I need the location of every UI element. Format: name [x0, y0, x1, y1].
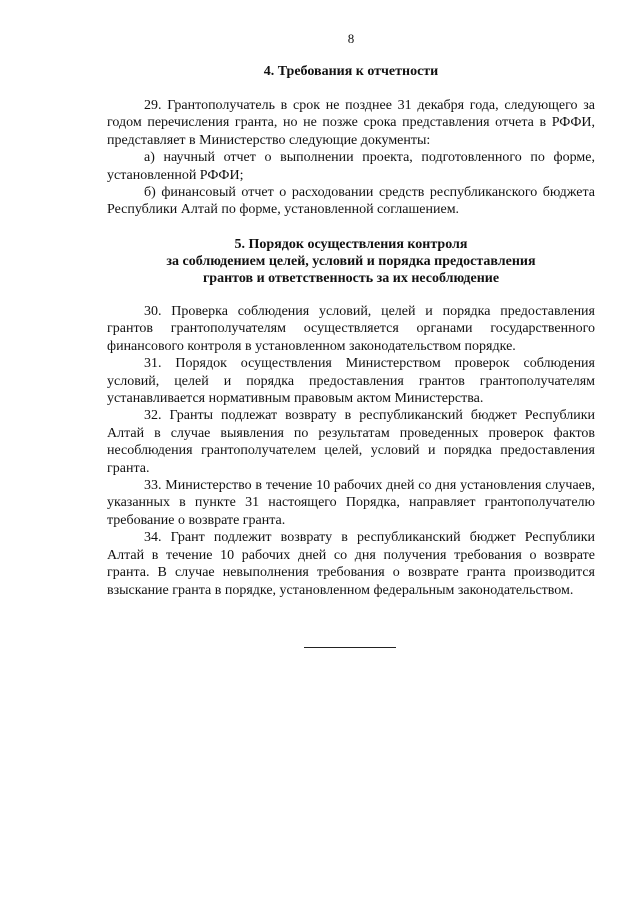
- paragraph-33: 33. Министерство в течение 10 рабочих дней со дня установления случаев, указанных в пункте 31 настоящего Порядка, направляет грантополучателю требование о возврате гранта.: [107, 478, 595, 528]
- section-5-title-line-1: 5. Порядок осуществления контроля: [234, 237, 468, 252]
- end-separator-line: [304, 647, 396, 648]
- paragraph-29-b: б) финансовый отчет о расходовании средств республиканского бюджета Республики Алтай по форме, установленной соглашением.: [107, 185, 595, 218]
- section-4-body: [107, 97, 595, 219]
- paragraph-30: 30. Проверка соблюдения условий, целей и порядка предоставления грантов грантополучателям осуществляется органами государственного финансового контроля в установленном законодательством порядке.: [107, 304, 595, 354]
- section-5-heading: [107, 236, 595, 287]
- section-4-title: 4. Требования к отчетности: [263, 64, 439, 79]
- section-5-body: [107, 303, 595, 599]
- section-4-heading: [107, 63, 595, 80]
- paragraph-32: 32. Гранты подлежат возврату в республиканский бюджет Республики Алтай в случае выявления по результатам проведенных проверок фактов несоблюдения грантополучателем целей, условий и порядка предоставления гранта.: [107, 408, 595, 476]
- paragraph-34: 34. Грант подлежит возврату в республиканский бюджет Республики Алтай в течение 10 рабочих дней со дня получения требования о возврате гранта. В случае невыполнения требования о возврате гранта производится взыскание гранта в порядке, установленном федеральным законодательством.: [107, 530, 595, 598]
- paragraph-29-a: а) научный отчет о выполнении проекта, подготовленного по форме, установленной РФФИ;: [107, 150, 595, 183]
- section-5-title-line-3: грантов и ответственность за их несоблюдение: [202, 271, 500, 286]
- page-number: 8: [347, 31, 355, 46]
- section-5-title-line-2: за соблюдением целей, условий и порядка предоставления: [166, 254, 536, 269]
- paragraph-29: 29. Грантополучатель в срок не позднее 31 декабря года, следующего за годом перечисления гранта, но не позже срока представления отчета в РФФИ, представляет в Министерство следующие документы:: [107, 98, 595, 148]
- paragraph-31: 31. Порядок осуществления Министерством проверок соблюдения условий, целей и порядка предоставления грантов грантополучателям устанавливается нормативным правовым актом Министерства.: [107, 356, 595, 407]
